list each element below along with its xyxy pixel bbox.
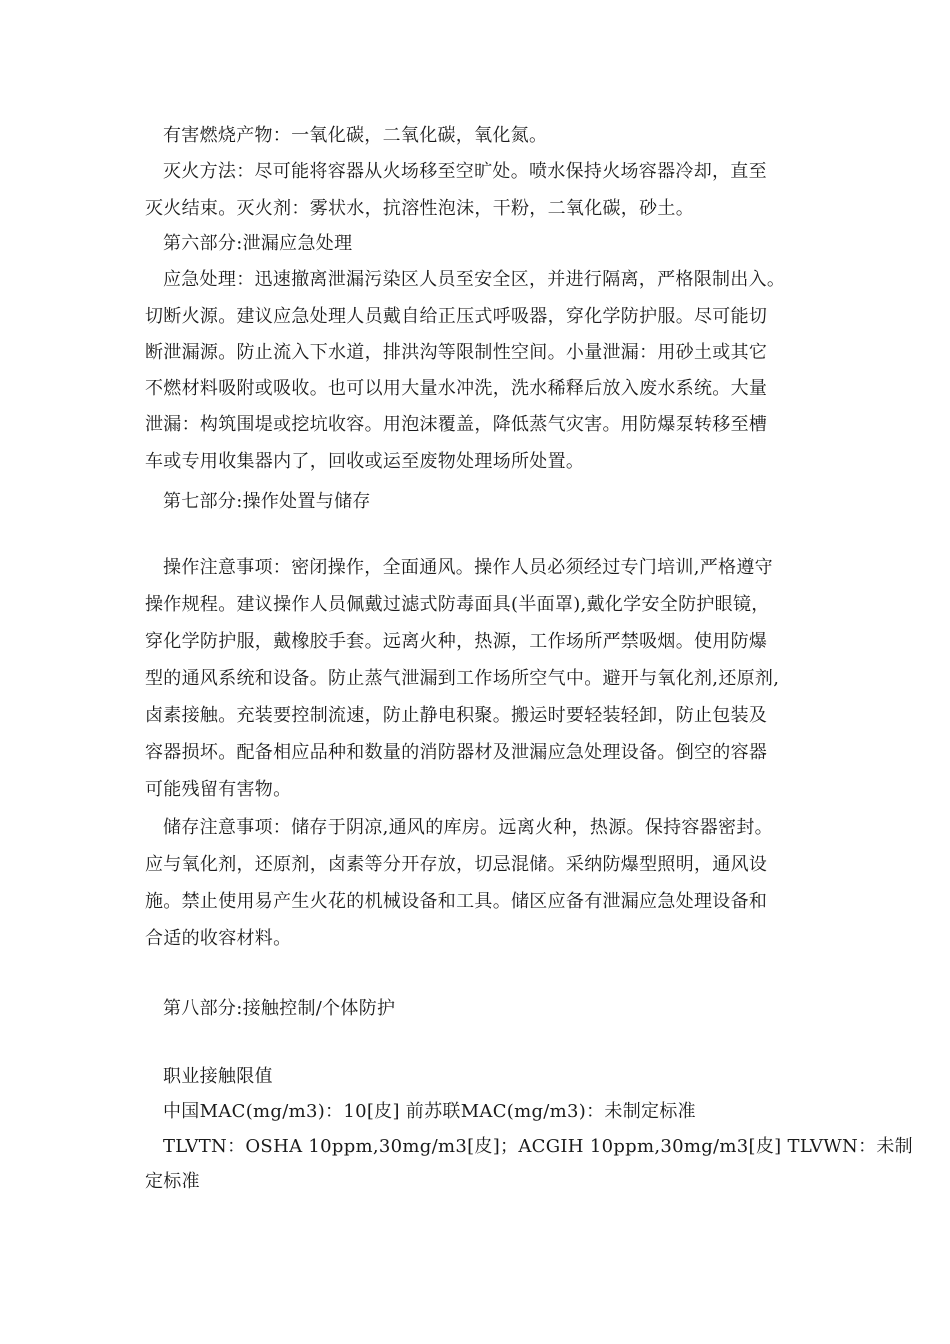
storage-notes-line-2: 应与氧化剂，还原剂，卤素等分开存放，切忌混储。采纳防爆型照明，通风设 [145, 854, 768, 875]
emergency-handling-line-2: 切断火源。建议应急处理人员戴自给正压式呼吸器，穿化学防护服。尽可能切 [145, 306, 768, 327]
storage-notes-line-4: 合适的收容材料。 [145, 928, 292, 949]
storage-notes-line-3: 施。禁止使用易产生火花的机械设备和工具。储区应备有泄漏应急处理设备和 [145, 891, 768, 912]
section-6-heading: 第六部分:泄漏应急处理 [163, 233, 353, 254]
storage-notes-line-1: 储存注意事项：储存于阴凉,通风的库房。远离火种，热源。保持容器密封。 [163, 817, 773, 838]
operation-notes-line-1: 操作注意事项：密闭操作，全面通风。操作人员必须经过专门培训,严格遵守 [163, 557, 773, 578]
operation-notes-line-4: 型的通风系统和设备。防止蒸气泄漏到工作场所空气中。避开与氧化剂,还原剂, [145, 668, 780, 689]
operation-notes-line-5: 卤素接触。充装要控制流速，防止静电积聚。搬运时要轻装轻卸，防止包装及 [145, 705, 768, 726]
tlvtn-line-2: 定标准 [145, 1171, 200, 1192]
section-7-heading: 第七部分:操作处置与储存 [163, 491, 371, 512]
fire-method-line-1: 灭火方法：尽可能将容器从火场移至空旷处。喷水保持火场容器冷却，直至 [163, 161, 767, 182]
combustion-products-line-1: 有害燃烧产物：一氧化碳，二氧化碳，氧化氮。 [163, 125, 548, 146]
exposure-limits-title: 职业接触限值 [163, 1066, 273, 1087]
operation-notes-line-7: 可能残留有害物。 [145, 779, 292, 800]
operation-notes-line-2: 操作规程。建议操作人员佩戴过滤式防毒面具(半面罩),戴化学安全防护眼镜， [145, 594, 770, 615]
emergency-handling-line-6: 车或专用收集器内了，回收或运至废物处理场所处置。 [145, 451, 585, 472]
emergency-handling-line-5: 泄漏：构筑围堤或挖坑收容。用泡沫覆盖，降低蒸气灾害。用防爆泵转移至槽 [145, 414, 768, 435]
operation-notes-line-6: 容器损坏。配备相应品种和数量的消防器材及泄漏应急处理设备。倒空的容器 [145, 742, 768, 763]
china-mac-line: 中国MAC(mg/m3)：10[皮] 前苏联MAC(mg/m3)：未制定标准 [163, 1101, 696, 1122]
emergency-handling-line-4: 不燃材料吸附或吸收。也可以用大量水冲洗，洗水稀释后放入废水系统。大量 [145, 378, 768, 399]
emergency-handling-line-3: 断泄漏源。防止流入下水道，排洪沟等限制性空间。小量泄漏：用砂土或其它 [145, 342, 768, 363]
fire-method-line-2: 灭火结束。灭火剂：雾状水，抗溶性泡沫，干粉，二氧化碳，砂土。 [145, 198, 694, 219]
operation-notes-line-3: 穿化学防护服，戴橡胶手套。远离火种，热源，工作场所严禁吸烟。使用防爆 [145, 631, 768, 652]
section-8-heading: 第八部分:接触控制/个体防护 [163, 998, 396, 1019]
emergency-handling-line-1: 应急处理：迅速撤离泄漏污染区人员至安全区，并进行隔离，严格限制出入。 [163, 269, 786, 290]
tlvtn-line-1: TLVTN：OSHA 10ppm,30mg/m3[皮]；ACGIH 10ppm,30mg/m3[皮] TLVWN：未制 [163, 1136, 913, 1157]
